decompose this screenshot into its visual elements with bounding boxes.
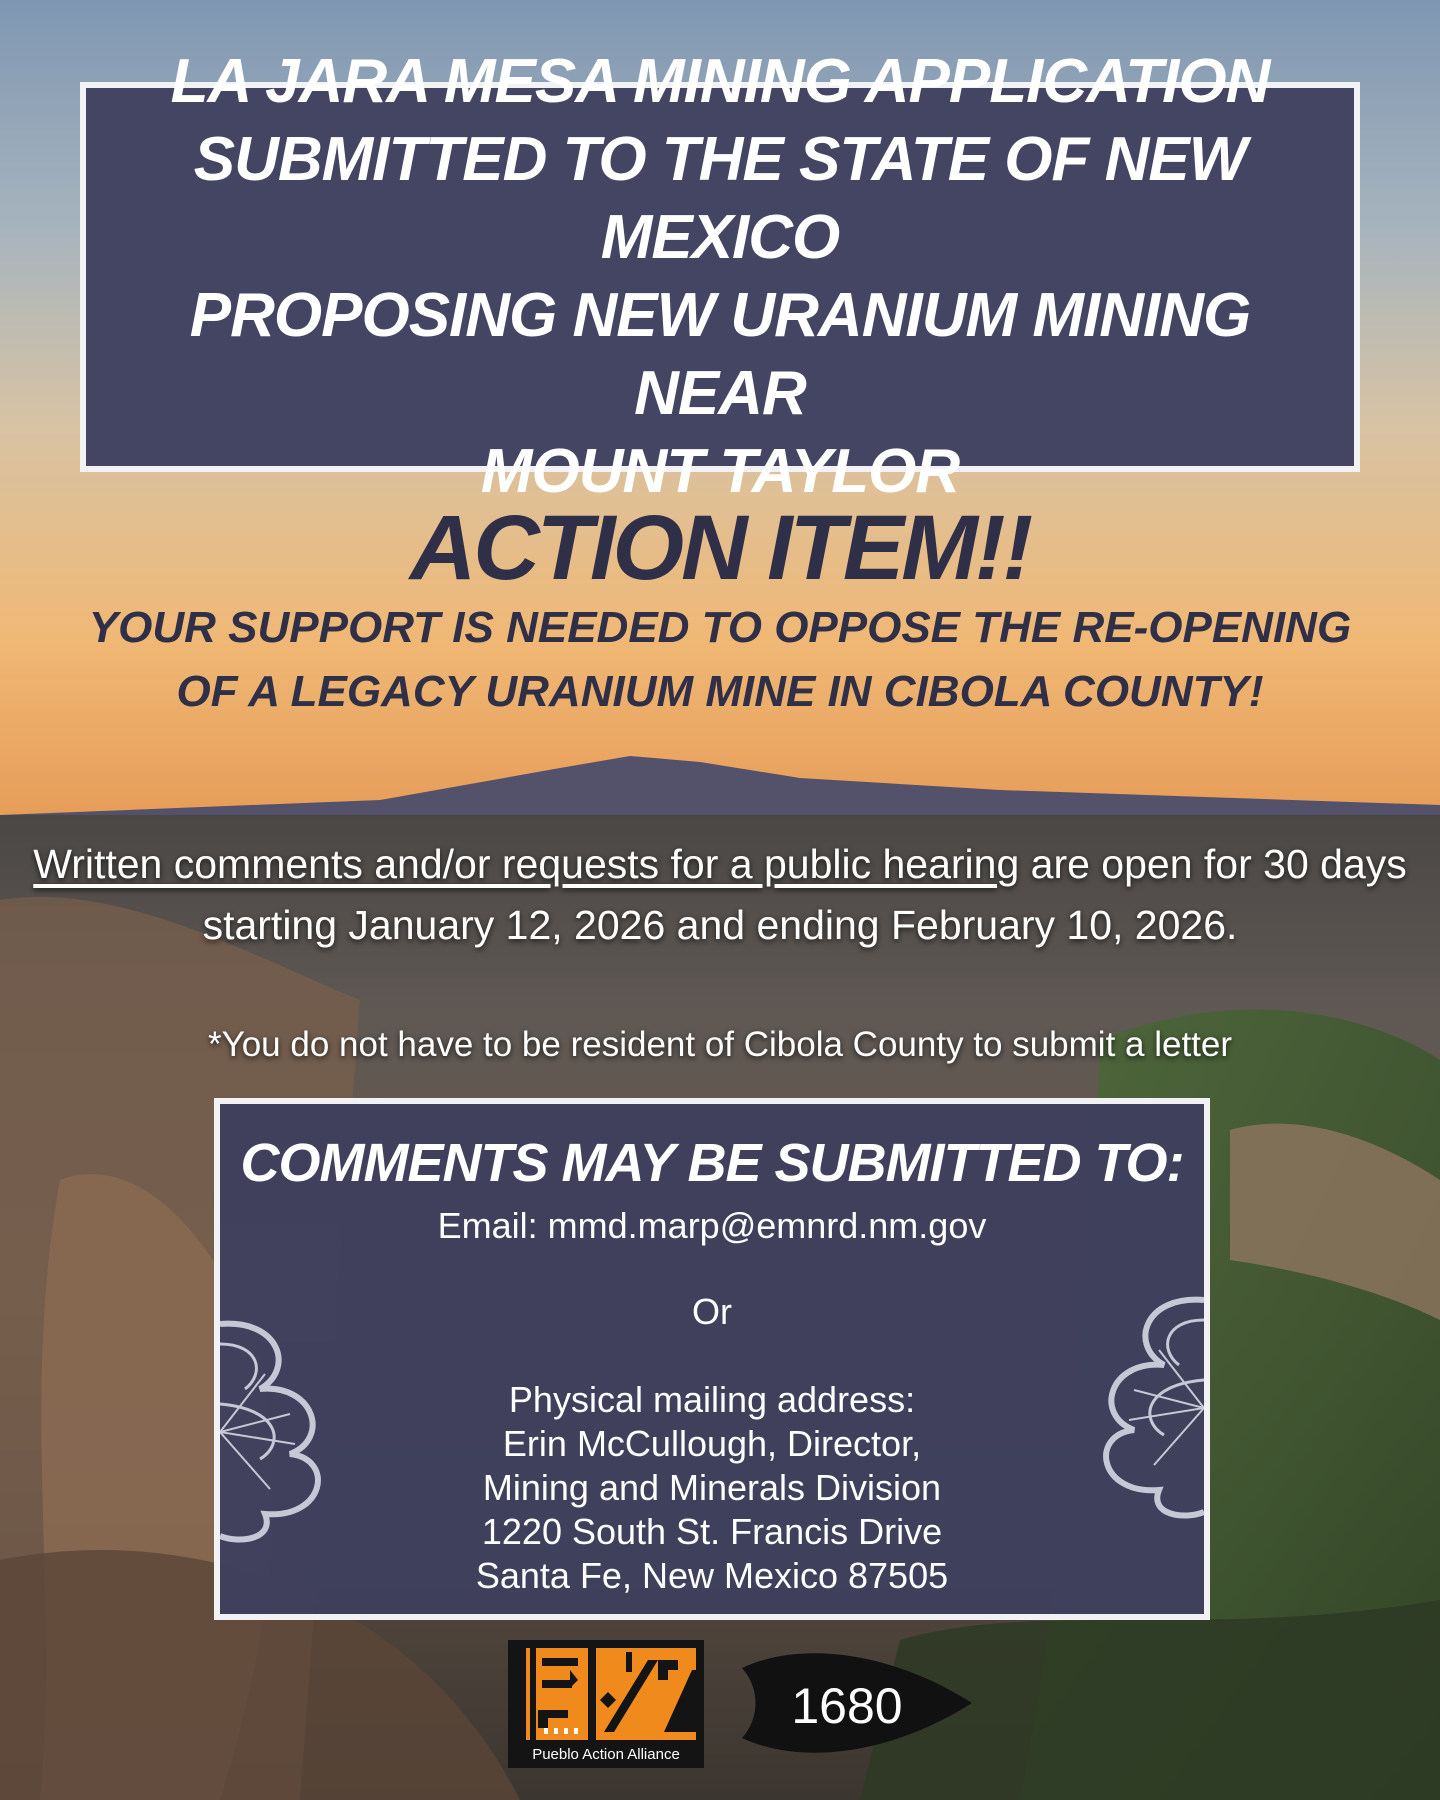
- resident-note: *You do not have to be resident of Cibola County to submit a letter: [207, 1025, 1233, 1064]
- logo-mark-icon: [508, 1640, 704, 1744]
- decorative-shell-right-icon: [1084, 1290, 1204, 1520]
- year-label: 1680: [791, 1678, 903, 1734]
- comments-box: [214, 1098, 1210, 1620]
- decorative-shell-left-icon: [220, 1314, 340, 1544]
- logo-caption: Pueblo Action Alliance: [532, 1746, 680, 1763]
- address-label: Physical mailing address:: [508, 1379, 916, 1420]
- title-box: [80, 47, 1360, 506]
- comment-period-notice: [30, 834, 1410, 956]
- page-title: [105, 43, 1335, 511]
- comments-heading: COMMENTS MAY BE SUBMITTED TO:: [240, 1133, 1184, 1193]
- title-line: PROPOSING NEW URANIUM MINING NEAR: [189, 281, 1251, 428]
- pueblo-action-alliance-logo: [508, 1640, 704, 1768]
- address-line: Santa Fe, New Mexico 87505: [475, 1555, 949, 1596]
- support-line: OF A LEGACY URANIUM MINE IN CIBOLA COUNTY!: [176, 667, 1264, 716]
- support-message: [0, 596, 1440, 724]
- title-line: SUBMITTED TO THE STATE OF NEW MEXICO: [193, 125, 1247, 272]
- address-line: 1220 South St. Francis Drive: [481, 1511, 943, 1552]
- address-line: Erin McCullough, Director,: [502, 1423, 922, 1464]
- title-line: LA JARA MESA MINING APPLICATION: [170, 47, 1270, 116]
- email-line: Email: mmd.marp@emnrd.nm.gov: [437, 1205, 987, 1246]
- address-line: Mining and Minerals Division: [482, 1467, 942, 1508]
- title-line: MOUNT TAYLOR: [480, 437, 960, 506]
- notice-rest: are open for 30 days starting January 12, 2026 and ending February 10, 2026.: [202, 841, 1407, 948]
- underlined-phrase: Written comments and/or requests for a public hearing: [33, 841, 1020, 887]
- support-line: YOUR SUPPORT IS NEEDED TO OPPOSE THE RE-OPENING: [88, 603, 1352, 652]
- or-text: Or: [692, 1291, 732, 1332]
- action-item-heading: ACTION ITEM!!: [409, 497, 1031, 599]
